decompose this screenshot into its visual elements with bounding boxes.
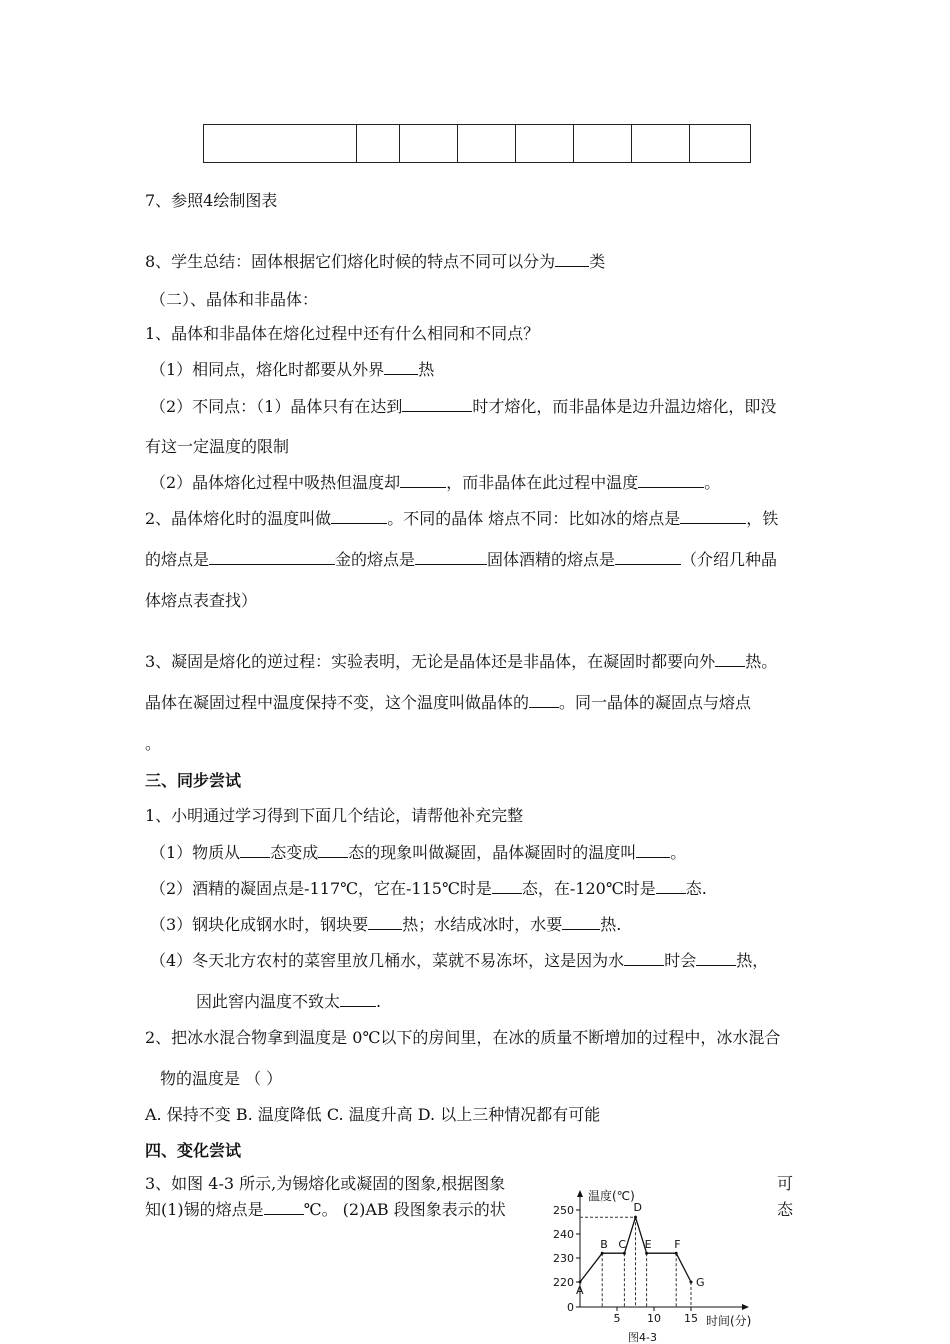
answer-blank[interactable]	[680, 509, 746, 524]
tin-melting-graph	[548, 1183, 763, 1344]
answer-blank[interactable]	[492, 879, 522, 894]
text: 时会	[664, 951, 697, 970]
text: （1）相同点，熔化时都要从外界	[150, 360, 385, 379]
table-cell	[690, 125, 751, 163]
data-point	[623, 1252, 626, 1255]
y-tick-label: 250	[553, 1204, 574, 1217]
table-cell	[204, 125, 357, 163]
question-1: 1、晶体和非晶体在熔化过程中还有什么相同和不同点？	[145, 324, 540, 343]
question-1-b-cont: 有这一定温度的限制	[145, 437, 290, 456]
text: （2）不同点：（1）晶体只有在达到	[150, 397, 403, 416]
text: （2）晶体熔化过程中吸热但温度却	[150, 473, 401, 492]
point-label: C	[618, 1238, 627, 1252]
table-row	[204, 125, 751, 163]
data-table	[203, 124, 751, 163]
text: 态.	[685, 879, 707, 898]
table-cell	[357, 125, 400, 163]
item-7: 7、参照4绘制图表	[145, 191, 278, 210]
change-3: 3、如图 4-3 所示,为锡熔化或凝固的图象,根据图象	[145, 1174, 506, 1193]
text: 2、晶体熔化时的温度叫做	[145, 509, 332, 528]
text: ℃。 (2)AB 段图象表示的状	[303, 1200, 506, 1219]
y-tick-label: 230	[553, 1252, 574, 1265]
y-axis-label: 温度(℃)	[588, 1189, 635, 1203]
figure-caption: 图4-3	[628, 1331, 657, 1344]
answer-blank[interactable]	[318, 843, 348, 858]
sync-2-cont: 物的温度是 （ ）	[160, 1069, 283, 1088]
answer-blank[interactable]	[555, 252, 589, 267]
table-cell	[632, 125, 690, 163]
question-2	[145, 509, 778, 529]
text: 热。	[745, 652, 778, 671]
answer-blank[interactable]	[715, 652, 745, 667]
x-axis-label: 时间(分)	[706, 1314, 752, 1328]
x-axis-arrow	[742, 1304, 749, 1310]
answer-blank[interactable]	[638, 473, 704, 488]
answer-blank[interactable]	[400, 473, 446, 488]
x-tick-label: 10	[647, 1312, 661, 1325]
answer-blank[interactable]	[209, 550, 335, 565]
section-four-title: 四、变化尝试	[145, 1141, 242, 1160]
answer-blank[interactable]	[331, 509, 387, 524]
sync-1-d	[150, 951, 768, 971]
text: （介绍几种晶	[681, 550, 778, 569]
answer-blank[interactable]	[368, 915, 402, 930]
table-cell	[400, 125, 458, 163]
text: 态，在-120℃时是	[521, 879, 656, 898]
data-point	[690, 1281, 693, 1284]
question-1-b	[150, 397, 776, 417]
question-1-c	[150, 473, 720, 493]
sync-1: 1、小明通过学习得到下面几个结论，请帮他补充完整	[145, 806, 524, 825]
question-2-c: 体熔点表查找）	[145, 591, 258, 610]
answer-blank[interactable]	[562, 915, 600, 930]
text: ，铁	[746, 509, 779, 528]
question-1-a	[150, 360, 434, 380]
point-label: A	[576, 1284, 584, 1297]
text: （1）物质从	[150, 843, 241, 862]
point-labels	[576, 1201, 705, 1297]
answer-blank[interactable]	[340, 992, 376, 1007]
sync-1-c	[150, 915, 621, 935]
text: （2）酒精的凝固点是-117℃，它在-115℃时是	[150, 879, 492, 898]
point-label: D	[633, 1201, 642, 1215]
sync-1-a	[150, 843, 686, 863]
text: （3）钢块化成钢水时，钢块要	[150, 915, 369, 934]
overflow-text-2: 态	[777, 1200, 794, 1219]
data-point	[675, 1252, 678, 1255]
text: 热.	[600, 915, 622, 934]
table-cell	[516, 125, 574, 163]
text: 热	[418, 360, 435, 379]
answer-blank[interactable]	[615, 550, 681, 565]
answer-blank[interactable]	[402, 397, 472, 412]
answer-blank[interactable]	[529, 693, 559, 708]
question-2-b	[145, 550, 777, 570]
point-label: E	[644, 1238, 652, 1252]
text: ，而非晶体在此过程中温度	[446, 473, 639, 492]
point-label: B	[600, 1238, 608, 1252]
point-label: F	[674, 1238, 681, 1252]
text: 态的现象叫做凝固，晶体凝固时的温度叫	[348, 843, 637, 862]
sync-1-e	[196, 992, 381, 1012]
y-tick-label: 240	[553, 1228, 574, 1241]
data-point	[634, 1216, 637, 1219]
table-cell	[574, 125, 632, 163]
sync-2-options: A. 保持不变 B. 温度降低 C. 温度升高 D. 以上三种情况都有可能	[145, 1105, 601, 1124]
point-label: G	[696, 1276, 705, 1289]
sync-2: 2、把冰水混合物拿到温度是 0℃以下的房间里，在冰的质量不断增加的过程中，冰水混合	[145, 1028, 781, 1047]
text: 固体酒精的熔点是	[487, 550, 616, 569]
question-3	[145, 652, 777, 672]
text: 3、凝固是熔化的逆过程：实验表明，无论是晶体还是非晶体，在凝固时都要向外	[145, 652, 716, 671]
text: 态变成	[270, 843, 319, 862]
answer-blank[interactable]	[415, 550, 487, 565]
answer-blank[interactable]	[636, 843, 670, 858]
y-tick-label: 0	[567, 1301, 574, 1314]
section-three-title: 三、同步尝试	[145, 771, 242, 790]
data-point	[645, 1252, 648, 1255]
text: 时才熔化，而非晶体是边升温边熔化，即没	[472, 397, 777, 416]
x-tick-label: 15	[684, 1312, 698, 1325]
answer-blank[interactable]	[240, 843, 270, 858]
text: 因此窖内温度不致太	[196, 992, 341, 1011]
text: 。	[670, 843, 687, 862]
overflow-text-1: 可	[777, 1174, 794, 1193]
text: 热；水结成冰时，水要	[402, 915, 563, 934]
table-cell	[458, 125, 516, 163]
text: 。不同的晶体 熔点不同：比如冰的熔点是	[387, 509, 681, 528]
text: .	[376, 992, 382, 1011]
item-8	[145, 252, 605, 272]
y-tick-label: 220	[553, 1276, 574, 1289]
answer-blank[interactable]	[264, 1200, 304, 1215]
text: 的熔点是	[145, 550, 210, 569]
section-two-title: （二）、晶体和非晶体：	[150, 290, 319, 309]
text: 。	[704, 473, 721, 492]
answer-blank[interactable]	[656, 879, 686, 894]
question-3-b	[145, 693, 751, 713]
sync-1-b	[150, 879, 707, 899]
grid-lines	[580, 1217, 691, 1307]
text: 晶体在凝固过程中温度保持不变，这个温度叫做晶体的	[145, 693, 530, 712]
text: 。同一晶体的凝固点与熔点	[559, 693, 752, 712]
text: 热，	[736, 951, 769, 970]
answer-blank[interactable]	[696, 951, 736, 966]
change-3-b	[145, 1200, 506, 1220]
text: 类	[589, 252, 606, 271]
answer-blank[interactable]	[624, 951, 664, 966]
text: （4）冬天北方农村的菜窖里放几桶水，菜就不易冻坏，这是因为水	[150, 951, 625, 970]
text: 金的熔点是	[335, 550, 416, 569]
question-3-c: 。	[145, 734, 162, 753]
data-point	[601, 1252, 604, 1255]
y-axis-arrow	[577, 1190, 583, 1197]
x-tick-label: 5	[613, 1312, 621, 1325]
answer-blank[interactable]	[384, 360, 418, 375]
text: 8、学生总结：固体根据它们熔化时候的特点不同可以分为	[145, 252, 556, 271]
text: 知(1)锡的熔点是	[145, 1200, 264, 1219]
